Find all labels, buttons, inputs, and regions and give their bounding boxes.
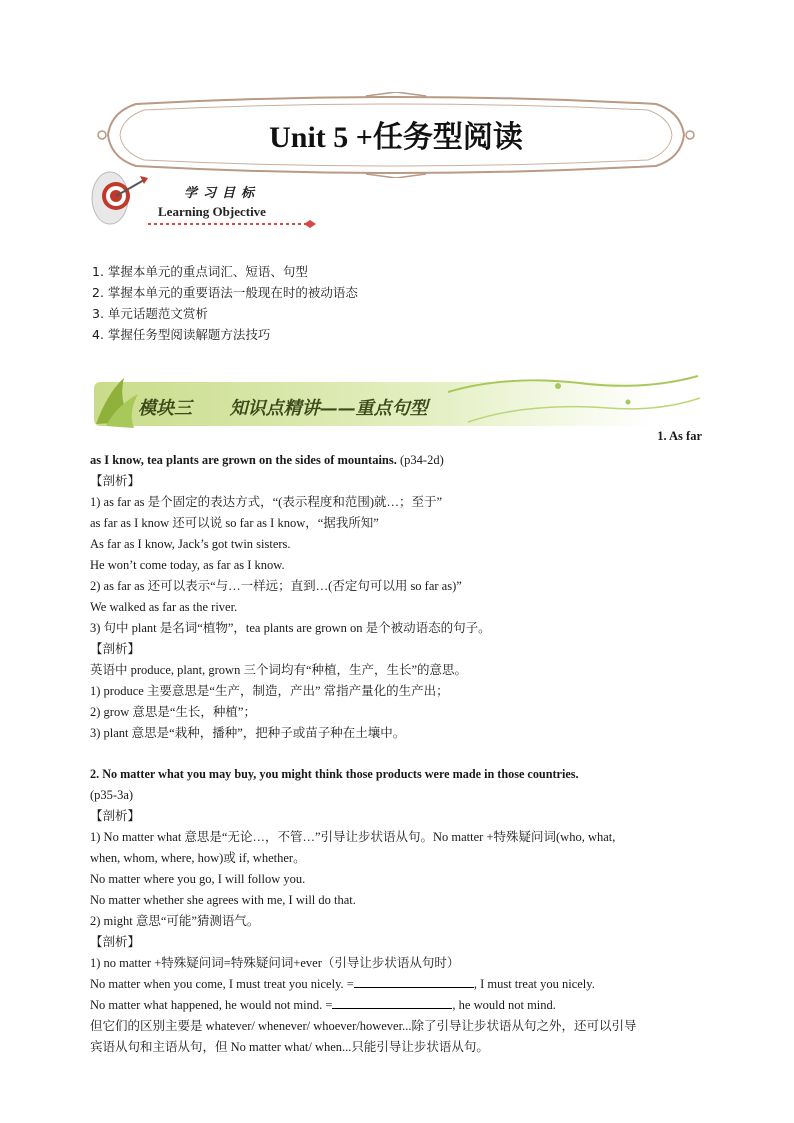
text-line: 但它们的区别主要是 whatever/ whenever/ whoever/however...除了引导让步状语从句之外，还可以引导 [90, 1019, 637, 1033]
learning-objective-badge [88, 168, 320, 236]
section-1-reference: (p34-2d) [396, 453, 444, 467]
fill-blank-line [90, 974, 595, 994]
analysis-label: 【剖析】 [90, 641, 141, 656]
fill-blank-line [90, 995, 556, 1015]
section-2-sentence: 2. No matter what you may buy, you might think those products were made in those countries. [90, 767, 579, 781]
text-line: 2) as far as 还可以表示“与…一样远；直到…(否定句可以用 so far as)” [90, 579, 462, 593]
text-line: 1) no matter +特殊疑问词=特殊疑问词+ever（引导让步状语从句时） [90, 956, 460, 970]
objective-cn-label: 学习目标 [184, 186, 261, 201]
text-line: 英语中 produce, plant, grown 三个词均有“种植，生产，生长”的意思。 [90, 663, 468, 677]
text-line: 2) grow 意思是“生长，种植”； [90, 705, 256, 719]
text-line: No matter whether she agrees with me, I will do that. [90, 893, 356, 907]
text-line: 2) might 意思“可能”猜测语气。 [90, 914, 260, 928]
section-1-sentence: as I know, tea plants are grown on the sides of mountains. [90, 453, 397, 467]
fill-blank-suffix: , I must treat you nicely. [473, 977, 595, 991]
page-title: Unit 5 +任务型阅读 [269, 121, 523, 154]
fill-blank-prefix: No matter when you come, I must treat you nicely. = [90, 977, 354, 991]
text-line: 宾语从句和主语从句，但 No matter what/ when...只能引导让步状语从句。 [90, 1040, 489, 1054]
objective-item: 2. 掌握本单元的重要语法一般现在时的被动语态 [92, 285, 358, 300]
objective-item: 3. 单元话题范文赏析 [92, 306, 208, 321]
answer-blank[interactable] [354, 975, 474, 988]
text-line: 1) produce 主要意思是“生产，制造，产出” 常指产量化的生产出； [90, 684, 449, 698]
text-line: 3) 句中 plant 是名词“植物”，tea plants are grown on 是个被动语态的句子。 [90, 621, 491, 635]
objective-item: 4. 掌握任务型阅读解题方法技巧 [92, 327, 271, 342]
fill-blank-suffix: , he would not mind. [452, 998, 556, 1012]
text-line: As far as I know, Jack’s got twin sisters. [90, 537, 291, 551]
text-line: as far as I know 还可以说 so far as I know，“据我所知” [90, 516, 379, 530]
text-line: when, whom, where, how)或 if, whether。 [90, 851, 306, 865]
module-title: 模块三 知识点精讲——重点句型 [138, 398, 428, 419]
section-1-heading [90, 450, 444, 470]
section-1-number: 1. As far [657, 429, 702, 443]
answer-blank[interactable] [332, 996, 452, 1009]
title-banner [96, 92, 696, 178]
text-line: 1) as far as 是个固定的表达方式，“(表示程度和范围)就…；至于” [90, 495, 443, 509]
section-2-reference: (p35-3a) [90, 788, 134, 802]
module-banner [88, 372, 704, 432]
analysis-label: 【剖析】 [90, 934, 141, 949]
objective-item: 1. 掌握本单元的重点词汇、短语、句型 [92, 264, 308, 279]
analysis-label: 【剖析】 [90, 808, 141, 823]
text-line: No matter where you go, I will follow you. [90, 872, 306, 886]
analysis-label: 【剖析】 [90, 473, 141, 488]
objective-en-label: Learning Objective [158, 204, 266, 219]
text-line: 1) No matter what 意思是“无论…，不管…”引导让步状语从句。No matter +特殊疑问词(who, what, [90, 830, 616, 844]
text-line: He won’t come today, as far as I know. [90, 558, 285, 572]
text-line: 3) plant 意思是“栽种，播种”，把种子或苗子种在土壤中。 [90, 726, 406, 740]
text-line: We walked as far as the river. [90, 600, 238, 614]
target-icon [88, 168, 320, 236]
fill-blank-prefix: No matter what happened, he would not mind. = [90, 998, 333, 1012]
